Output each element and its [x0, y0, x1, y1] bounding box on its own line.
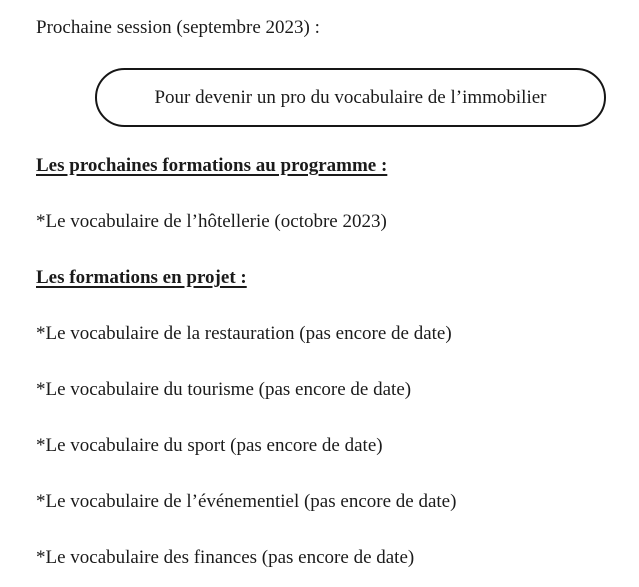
cta-button[interactable]	[95, 68, 606, 127]
list-item-hotellerie: *Le vocabulaire de l’hôtellerie (octobre 2023)	[36, 211, 387, 232]
section-heading-programme: Les prochaines formations au programme :	[36, 155, 388, 176]
list-item-tourisme: *Le vocabulaire du tourisme (pas encore de date)	[36, 379, 412, 400]
cta-container	[95, 68, 621, 127]
list-item-restauration: *Le vocabulaire de la restauration (pas encore de date)	[36, 323, 452, 344]
list-item-evenementiel: *Le vocabulaire de l’événementiel (pas encore de date)	[36, 491, 457, 512]
list-item-finances: *Le vocabulaire des finances (pas encore de date)	[36, 547, 415, 568]
cta-button-label: Pour devenir un pro du vocabulaire de l’immobilier	[154, 86, 547, 108]
section-heading-projet: Les formations en projet :	[36, 267, 247, 288]
next-session-text: Prochaine session (septembre 2023) :	[36, 17, 320, 38]
list-item-sport: *Le vocabulaire du sport (pas encore de date)	[36, 435, 383, 456]
